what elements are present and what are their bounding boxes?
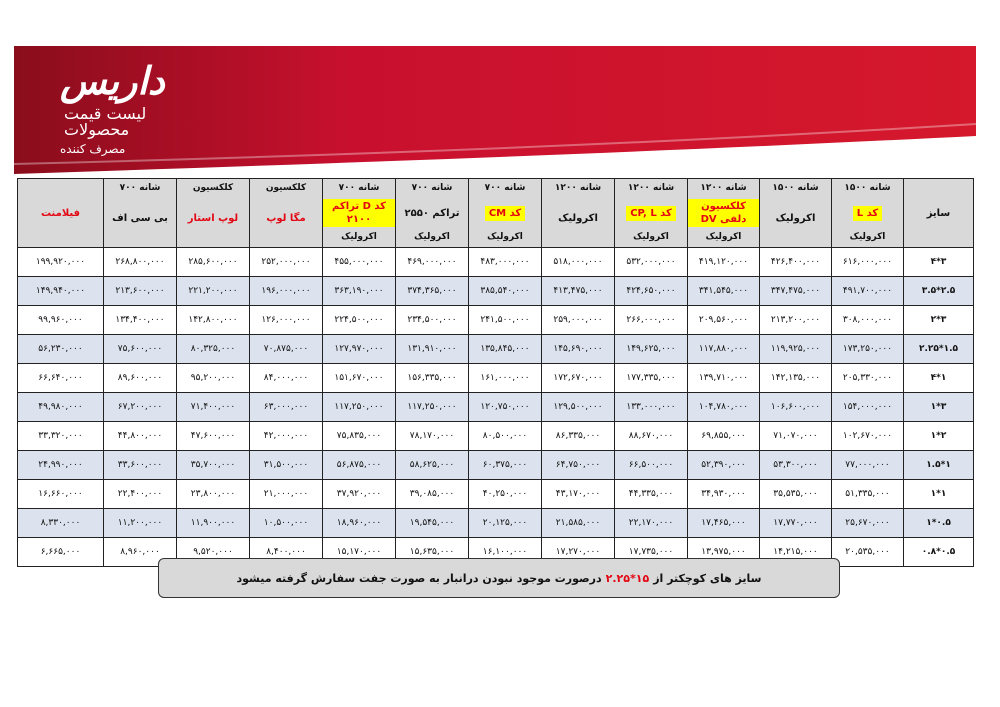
price-cell: ۱۹,۵۴۵,۰۰۰	[396, 509, 469, 538]
price-cell: ۵۳۲,۰۰۰,۰۰۰	[615, 248, 688, 277]
table-row	[18, 393, 974, 422]
column-header-group	[904, 179, 973, 183]
price-cell: ۲۵۲,۰۰۰,۰۰۰	[250, 248, 323, 277]
price-cell: ۶۶,۵۰۰,۰۰۰	[615, 451, 688, 480]
price-cell: ۷۱,۴۰۰,۰۰۰	[177, 393, 250, 422]
price-cell: ۲۱۳,۲۰۰,۰۰۰	[760, 306, 832, 335]
column-header-material	[104, 243, 176, 247]
column-header	[104, 179, 177, 248]
price-cell: ۱۷,۷۳۵,۰۰۰	[615, 538, 688, 567]
column-header-label: کلکسیون دلفی DV	[688, 199, 759, 227]
column-header-title	[542, 212, 614, 225]
price-cell: ۸,۳۳۰,۰۰۰	[18, 509, 104, 538]
column-header	[832, 179, 904, 248]
column-header-group: شانه ۱۲۰۰	[554, 183, 602, 193]
column-header-group: شانه ۷۰۰	[411, 183, 453, 193]
brand-subtitle-2: محصولات	[64, 120, 130, 139]
size-cell: ۱*۴	[904, 364, 974, 393]
price-cell: ۱۴,۲۱۵,۰۰۰	[760, 538, 832, 567]
size-cell: ۳*۴	[904, 248, 974, 277]
price-cell: ۵۸,۶۲۵,۰۰۰	[396, 451, 469, 480]
price-cell: ۶۱۶,۰۰۰,۰۰۰	[832, 248, 904, 277]
column-header-title	[615, 206, 687, 221]
price-cell: ۳۱,۵۰۰,۰۰۰	[250, 451, 323, 480]
column-header	[760, 179, 832, 248]
price-cell: ۲۸۵,۶۰۰,۰۰۰	[177, 248, 250, 277]
price-cell: ۲۰,۵۳۵,۰۰۰	[832, 538, 904, 567]
column-header-group: شانه ۷۰۰	[338, 183, 380, 193]
price-cell: ۱۵۶,۳۳۵,۰۰۰	[396, 364, 469, 393]
price-cell: ۹۵,۲۰۰,۰۰۰	[177, 364, 250, 393]
price-cell: ۲۵,۶۷۰,۰۰۰	[832, 509, 904, 538]
table-row	[18, 480, 974, 509]
price-cell: ۱۳۹,۷۱۰,۰۰۰	[688, 364, 760, 393]
price-cell: ۱۲۰,۷۵۰,۰۰۰	[469, 393, 542, 422]
price-cell: ۱۲۷,۹۷۰,۰۰۰	[323, 335, 396, 364]
price-cell: ۱۰۶,۶۰۰,۰۰۰	[760, 393, 832, 422]
price-cell: ۱۲۶,۰۰۰,۰۰۰	[250, 306, 323, 335]
column-header-group: شانه ۱۲۰۰	[700, 183, 747, 193]
column-header-material: اکرولیک	[341, 232, 377, 242]
price-cell: ۱۷۳,۲۵۰,۰۰۰	[832, 335, 904, 364]
column-header-title	[250, 212, 322, 225]
column-header-label: لوپ استار	[187, 213, 239, 224]
column-header-title	[396, 207, 468, 220]
price-cell: ۱۶۱,۰۰۰,۰۰۰	[469, 364, 542, 393]
price-cell: ۷۰,۸۷۵,۰۰۰	[250, 335, 323, 364]
size-cell: ۱.۵*۲.۲۵	[904, 335, 974, 364]
table-row	[18, 422, 974, 451]
column-header-material: اکرولیک	[633, 232, 669, 242]
column-header-title	[104, 212, 176, 225]
column-header-material	[760, 243, 831, 247]
column-header-group: شانه ۱۵۰۰	[772, 183, 819, 193]
column-header-material: اکرولیک	[705, 232, 742, 242]
price-cell: ۴۲۶,۴۰۰,۰۰۰	[760, 248, 832, 277]
price-cell: ۱۳۵,۸۴۵,۰۰۰	[469, 335, 542, 364]
column-header-material: اکرولیک	[487, 232, 523, 242]
price-cell: ۲۵۹,۰۰۰,۰۰۰	[542, 306, 615, 335]
column-header	[250, 179, 323, 248]
column-header	[688, 179, 760, 248]
price-cell: ۲۲۱,۲۰۰,۰۰۰	[177, 277, 250, 306]
table-row	[18, 335, 974, 364]
price-table	[17, 178, 974, 567]
size-cell: ۰.۵*۰.۸	[904, 538, 974, 567]
footer-note	[158, 558, 840, 598]
column-header-label: کد CM	[485, 206, 525, 221]
price-cell: ۵۶,۸۷۵,۰۰۰	[323, 451, 396, 480]
price-cell: ۲۰,۱۲۵,۰۰۰	[469, 509, 542, 538]
price-cell: ۱۴۹,۹۴۰,۰۰۰	[18, 277, 104, 306]
price-cell: ۱۸,۹۶۰,۰۰۰	[323, 509, 396, 538]
price-cell: ۱۱۹,۹۲۵,۰۰۰	[760, 335, 832, 364]
price-cell: ۹۹,۹۶۰,۰۰۰	[18, 306, 104, 335]
column-header-label: اکرولیک	[558, 213, 598, 224]
price-cell: ۱۱,۹۰۰,۰۰۰	[177, 509, 250, 538]
price-cell: ۵۶,۲۳۰,۰۰۰	[18, 335, 104, 364]
price-cell: ۴۷,۶۰۰,۰۰۰	[177, 422, 250, 451]
price-cell: ۱۰۲,۶۷۰,۰۰۰	[832, 422, 904, 451]
size-cell: ۱*۱	[904, 480, 974, 509]
price-cell: ۱۳۳,۰۰۰,۰۰۰	[615, 393, 688, 422]
column-header-label: کد CP, L	[626, 206, 676, 221]
price-cell: ۳۰۸,۰۰۰,۰۰۰	[832, 306, 904, 335]
price-cell: ۱۵,۶۳۵,۰۰۰	[396, 538, 469, 567]
column-header-title	[323, 199, 395, 227]
column-header-title	[904, 207, 973, 220]
price-cell: ۱۳۴,۴۰۰,۰۰۰	[104, 306, 177, 335]
note-text-before: سایز های کوچکتر از	[653, 571, 762, 585]
price-cell: ۳۵,۵۳۵,۰۰۰	[760, 480, 832, 509]
column-header-material: اکرولیک	[414, 232, 450, 242]
column-header	[177, 179, 250, 248]
price-cell: ۳۷۴,۳۶۵,۰۰۰	[396, 277, 469, 306]
column-header-group: شانه ۱۲۰۰	[627, 183, 675, 193]
price-cell: ۸۸,۶۷۰,۰۰۰	[615, 422, 688, 451]
column-header	[18, 179, 104, 248]
size-cell: ۳*۱	[904, 393, 974, 422]
price-cell: ۷۵,۸۳۵,۰۰۰	[323, 422, 396, 451]
price-cell: ۲۰۵,۳۳۰,۰۰۰	[832, 364, 904, 393]
price-cell: ۳۹,۰۸۵,۰۰۰	[396, 480, 469, 509]
price-cell: ۱۵,۱۷۰,۰۰۰	[323, 538, 396, 567]
price-cell: ۲۲۴,۵۰۰,۰۰۰	[323, 306, 396, 335]
price-cell: ۱۵۴,۰۰۰,۰۰۰	[832, 393, 904, 422]
price-cell: ۵۱,۳۳۵,۰۰۰	[832, 480, 904, 509]
column-header-label: بی سی اف	[112, 213, 168, 224]
price-cell: ۴۴,۸۰۰,۰۰۰	[104, 422, 177, 451]
brand-subtitle-3: مصرف کننده	[60, 142, 126, 156]
price-cell: ۱۷۲,۶۷۰,۰۰۰	[542, 364, 615, 393]
price-cell: ۴۹,۹۸۰,۰۰۰	[18, 393, 104, 422]
table-row	[18, 509, 974, 538]
price-cell: ۶,۶۶۵,۰۰۰	[18, 538, 104, 567]
price-cell: ۲۱,۵۸۵,۰۰۰	[542, 509, 615, 538]
column-header-title	[177, 212, 249, 225]
column-header-label: کد L	[853, 206, 882, 221]
table-header-row	[18, 179, 974, 248]
size-cell: ۳*۲	[904, 306, 974, 335]
price-cell: ۴۲,۰۰۰,۰۰۰	[250, 422, 323, 451]
price-cell: ۳۷,۹۲۰,۰۰۰	[323, 480, 396, 509]
price-cell: ۳۳,۶۰۰,۰۰۰	[104, 451, 177, 480]
column-header-label: اکرولیک	[775, 213, 816, 224]
price-cell: ۷۸,۱۷۰,۰۰۰	[396, 422, 469, 451]
table-row	[18, 277, 974, 306]
table-row	[18, 248, 974, 277]
price-cell: ۲۴,۹۹۰,۰۰۰	[18, 451, 104, 480]
brand-logo: داریس	[60, 58, 165, 103]
column-header-title	[760, 212, 831, 225]
price-cell: ۷۵,۶۰۰,۰۰۰	[104, 335, 177, 364]
price-cell: ۲۳۴,۵۰۰,۰۰۰	[396, 306, 469, 335]
price-cell: ۱۳۱,۹۱۰,۰۰۰	[396, 335, 469, 364]
price-cell: ۴۶۹,۰۰۰,۰۰۰	[396, 248, 469, 277]
price-cell: ۴۴,۳۳۵,۰۰۰	[615, 480, 688, 509]
price-cell: ۱۶,۱۰۰,۰۰۰	[469, 538, 542, 567]
column-header-label: تراکم ۲۵۵۰	[404, 207, 460, 219]
column-header-material	[250, 243, 322, 247]
price-cell: ۸۴,۰۰۰,۰۰۰	[250, 364, 323, 393]
price-cell: ۶۶,۶۴۰,۰۰۰	[18, 364, 104, 393]
table-row	[18, 451, 974, 480]
price-cell: ۴۳,۱۷۰,۰۰۰	[542, 480, 615, 509]
price-cell: ۱۱۷,۲۵۰,۰۰۰	[396, 393, 469, 422]
table-row	[18, 306, 974, 335]
price-cell: ۵۱۸,۰۰۰,۰۰۰	[542, 248, 615, 277]
price-cell: ۲۴۱,۵۰۰,۰۰۰	[469, 306, 542, 335]
price-cell: ۱۷,۴۶۵,۰۰۰	[688, 509, 760, 538]
price-cell: ۶۷,۲۰۰,۰۰۰	[104, 393, 177, 422]
column-header-group: شانه ۷۰۰	[119, 183, 161, 193]
price-cell: ۱۴۲,۸۰۰,۰۰۰	[177, 306, 250, 335]
price-cell: ۴۰,۲۵۰,۰۰۰	[469, 480, 542, 509]
column-header-group: شانه ۱۵۰۰	[844, 183, 891, 193]
price-cell: ۲۰۹,۵۶۰,۰۰۰	[688, 306, 760, 335]
column-header-title	[469, 206, 541, 221]
price-cell: ۸۰,۳۲۵,۰۰۰	[177, 335, 250, 364]
price-cell: ۳۴,۹۳۰,۰۰۰	[688, 480, 760, 509]
column-header-label: فیلامنت	[40, 207, 81, 219]
column-header	[615, 179, 688, 248]
price-cell: ۲۶۸,۸۰۰,۰۰۰	[104, 248, 177, 277]
price-cell: ۱۱۷,۲۵۰,۰۰۰	[323, 393, 396, 422]
note-text-after: درصورت موجود نبودن درانبار به صورت جفت سفارش گرفته میشود	[236, 571, 602, 585]
price-cell: ۱۰,۵۰۰,۰۰۰	[250, 509, 323, 538]
column-header-group: کلکسیون	[265, 183, 307, 193]
price-cell: ۴۲۴,۶۵۰,۰۰۰	[615, 277, 688, 306]
column-header-material	[177, 243, 249, 247]
price-cell: ۳۸۵,۵۴۰,۰۰۰	[469, 277, 542, 306]
price-cell: ۸۰,۵۰۰,۰۰۰	[469, 422, 542, 451]
price-cell: ۴۱۹,۱۲۰,۰۰۰	[688, 248, 760, 277]
price-cell: ۶۴,۷۵۰,۰۰۰	[542, 451, 615, 480]
size-cell: ۲.۵*۳.۵	[904, 277, 974, 306]
price-cell: ۶۰,۳۷۵,۰۰۰	[469, 451, 542, 480]
price-cell: ۱۳,۹۷۵,۰۰۰	[688, 538, 760, 567]
column-header	[542, 179, 615, 248]
size-cell: ۱*۱.۵	[904, 451, 974, 480]
column-header-material	[18, 243, 103, 247]
size-cell: ۲*۱	[904, 422, 974, 451]
price-cell: ۶۳,۰۰۰,۰۰۰	[250, 393, 323, 422]
price-cell: ۱۴۲,۱۳۵,۰۰۰	[760, 364, 832, 393]
price-cell: ۲۱۳,۶۰۰,۰۰۰	[104, 277, 177, 306]
note-size: ۱۵*۲.۲۵	[605, 571, 650, 585]
price-cell: ۴۹۱,۷۰۰,۰۰۰	[832, 277, 904, 306]
price-cell: ۳۶۳,۱۹۰,۰۰۰	[323, 277, 396, 306]
column-header-material	[542, 243, 614, 247]
price-cell: ۳۵,۷۰۰,۰۰۰	[177, 451, 250, 480]
size-cell: ۰.۵*۱	[904, 509, 974, 538]
column-header	[469, 179, 542, 248]
column-header-group: شانه ۷۰۰	[484, 183, 526, 193]
price-cell: ۳۴۷,۴۷۵,۰۰۰	[760, 277, 832, 306]
column-header	[904, 179, 974, 248]
price-cell: ۲۲,۴۰۰,۰۰۰	[104, 480, 177, 509]
column-header-label: کد D تراکم ۲۱۰۰	[323, 199, 395, 227]
price-cell: ۹,۵۲۰,۰۰۰	[177, 538, 250, 567]
column-header-material	[904, 243, 973, 247]
price-cell: ۸,۹۶۰,۰۰۰	[104, 538, 177, 567]
price-cell: ۱۱,۲۰۰,۰۰۰	[104, 509, 177, 538]
brand-subtitle-1: لیست قیمت	[64, 104, 147, 123]
column-header-title	[18, 207, 103, 220]
price-cell: ۲۲,۱۷۰,۰۰۰	[615, 509, 688, 538]
price-cell: ۱۰۴,۷۸۰,۰۰۰	[688, 393, 760, 422]
price-cell: ۱۴۹,۶۲۵,۰۰۰	[615, 335, 688, 364]
price-cell: ۴۵۵,۰۰۰,۰۰۰	[323, 248, 396, 277]
column-header-title	[688, 199, 759, 227]
price-cell: ۱۵۱,۶۷۰,۰۰۰	[323, 364, 396, 393]
price-cell: ۵۲,۳۹۰,۰۰۰	[688, 451, 760, 480]
price-cell: ۴۸۳,۰۰۰,۰۰۰	[469, 248, 542, 277]
price-cell: ۸۶,۳۳۵,۰۰۰	[542, 422, 615, 451]
column-header	[323, 179, 396, 248]
column-header-group: کلکسیون	[192, 183, 234, 193]
price-cell: ۱۷۷,۳۳۵,۰۰۰	[615, 364, 688, 393]
price-cell: ۸,۴۰۰,۰۰۰	[250, 538, 323, 567]
price-cell: ۷۱,۰۷۰,۰۰۰	[760, 422, 832, 451]
price-cell: ۱۶,۶۶۰,۰۰۰	[18, 480, 104, 509]
price-cell: ۲۱,۰۰۰,۰۰۰	[250, 480, 323, 509]
column-header-group	[18, 179, 103, 183]
column-header	[396, 179, 469, 248]
price-cell: ۸۹,۶۰۰,۰۰۰	[104, 364, 177, 393]
price-cell: ۱۹۶,۰۰۰,۰۰۰	[250, 277, 323, 306]
column-header-label: مگا لوپ	[266, 213, 306, 224]
price-cell: ۲۳,۸۰۰,۰۰۰	[177, 480, 250, 509]
table-body	[18, 248, 974, 567]
table-row	[18, 364, 974, 393]
price-cell: ۱۲۹,۵۰۰,۰۰۰	[542, 393, 615, 422]
price-cell: ۱۷,۲۷۰,۰۰۰	[542, 538, 615, 567]
column-header-title	[832, 206, 903, 221]
price-cell: ۲۶۶,۰۰۰,۰۰۰	[615, 306, 688, 335]
price-cell: ۱۷,۷۷۰,۰۰۰	[760, 509, 832, 538]
price-cell: ۱۹۹,۹۲۰,۰۰۰	[18, 248, 104, 277]
column-header-material: اکرولیک	[849, 232, 886, 242]
price-cell: ۴۱۳,۴۷۵,۰۰۰	[542, 277, 615, 306]
price-cell: ۱۴۵,۶۹۰,۰۰۰	[542, 335, 615, 364]
price-cell: ۶۹,۸۵۵,۰۰۰	[688, 422, 760, 451]
price-cell: ۳۳,۳۲۰,۰۰۰	[18, 422, 104, 451]
price-cell: ۱۱۷,۸۸۰,۰۰۰	[688, 335, 760, 364]
price-cell: ۵۳,۳۰۰,۰۰۰	[760, 451, 832, 480]
price-cell: ۳۴۱,۵۴۵,۰۰۰	[688, 277, 760, 306]
price-cell: ۷۷,۰۰۰,۰۰۰	[832, 451, 904, 480]
column-header-label: سایز	[926, 207, 951, 219]
